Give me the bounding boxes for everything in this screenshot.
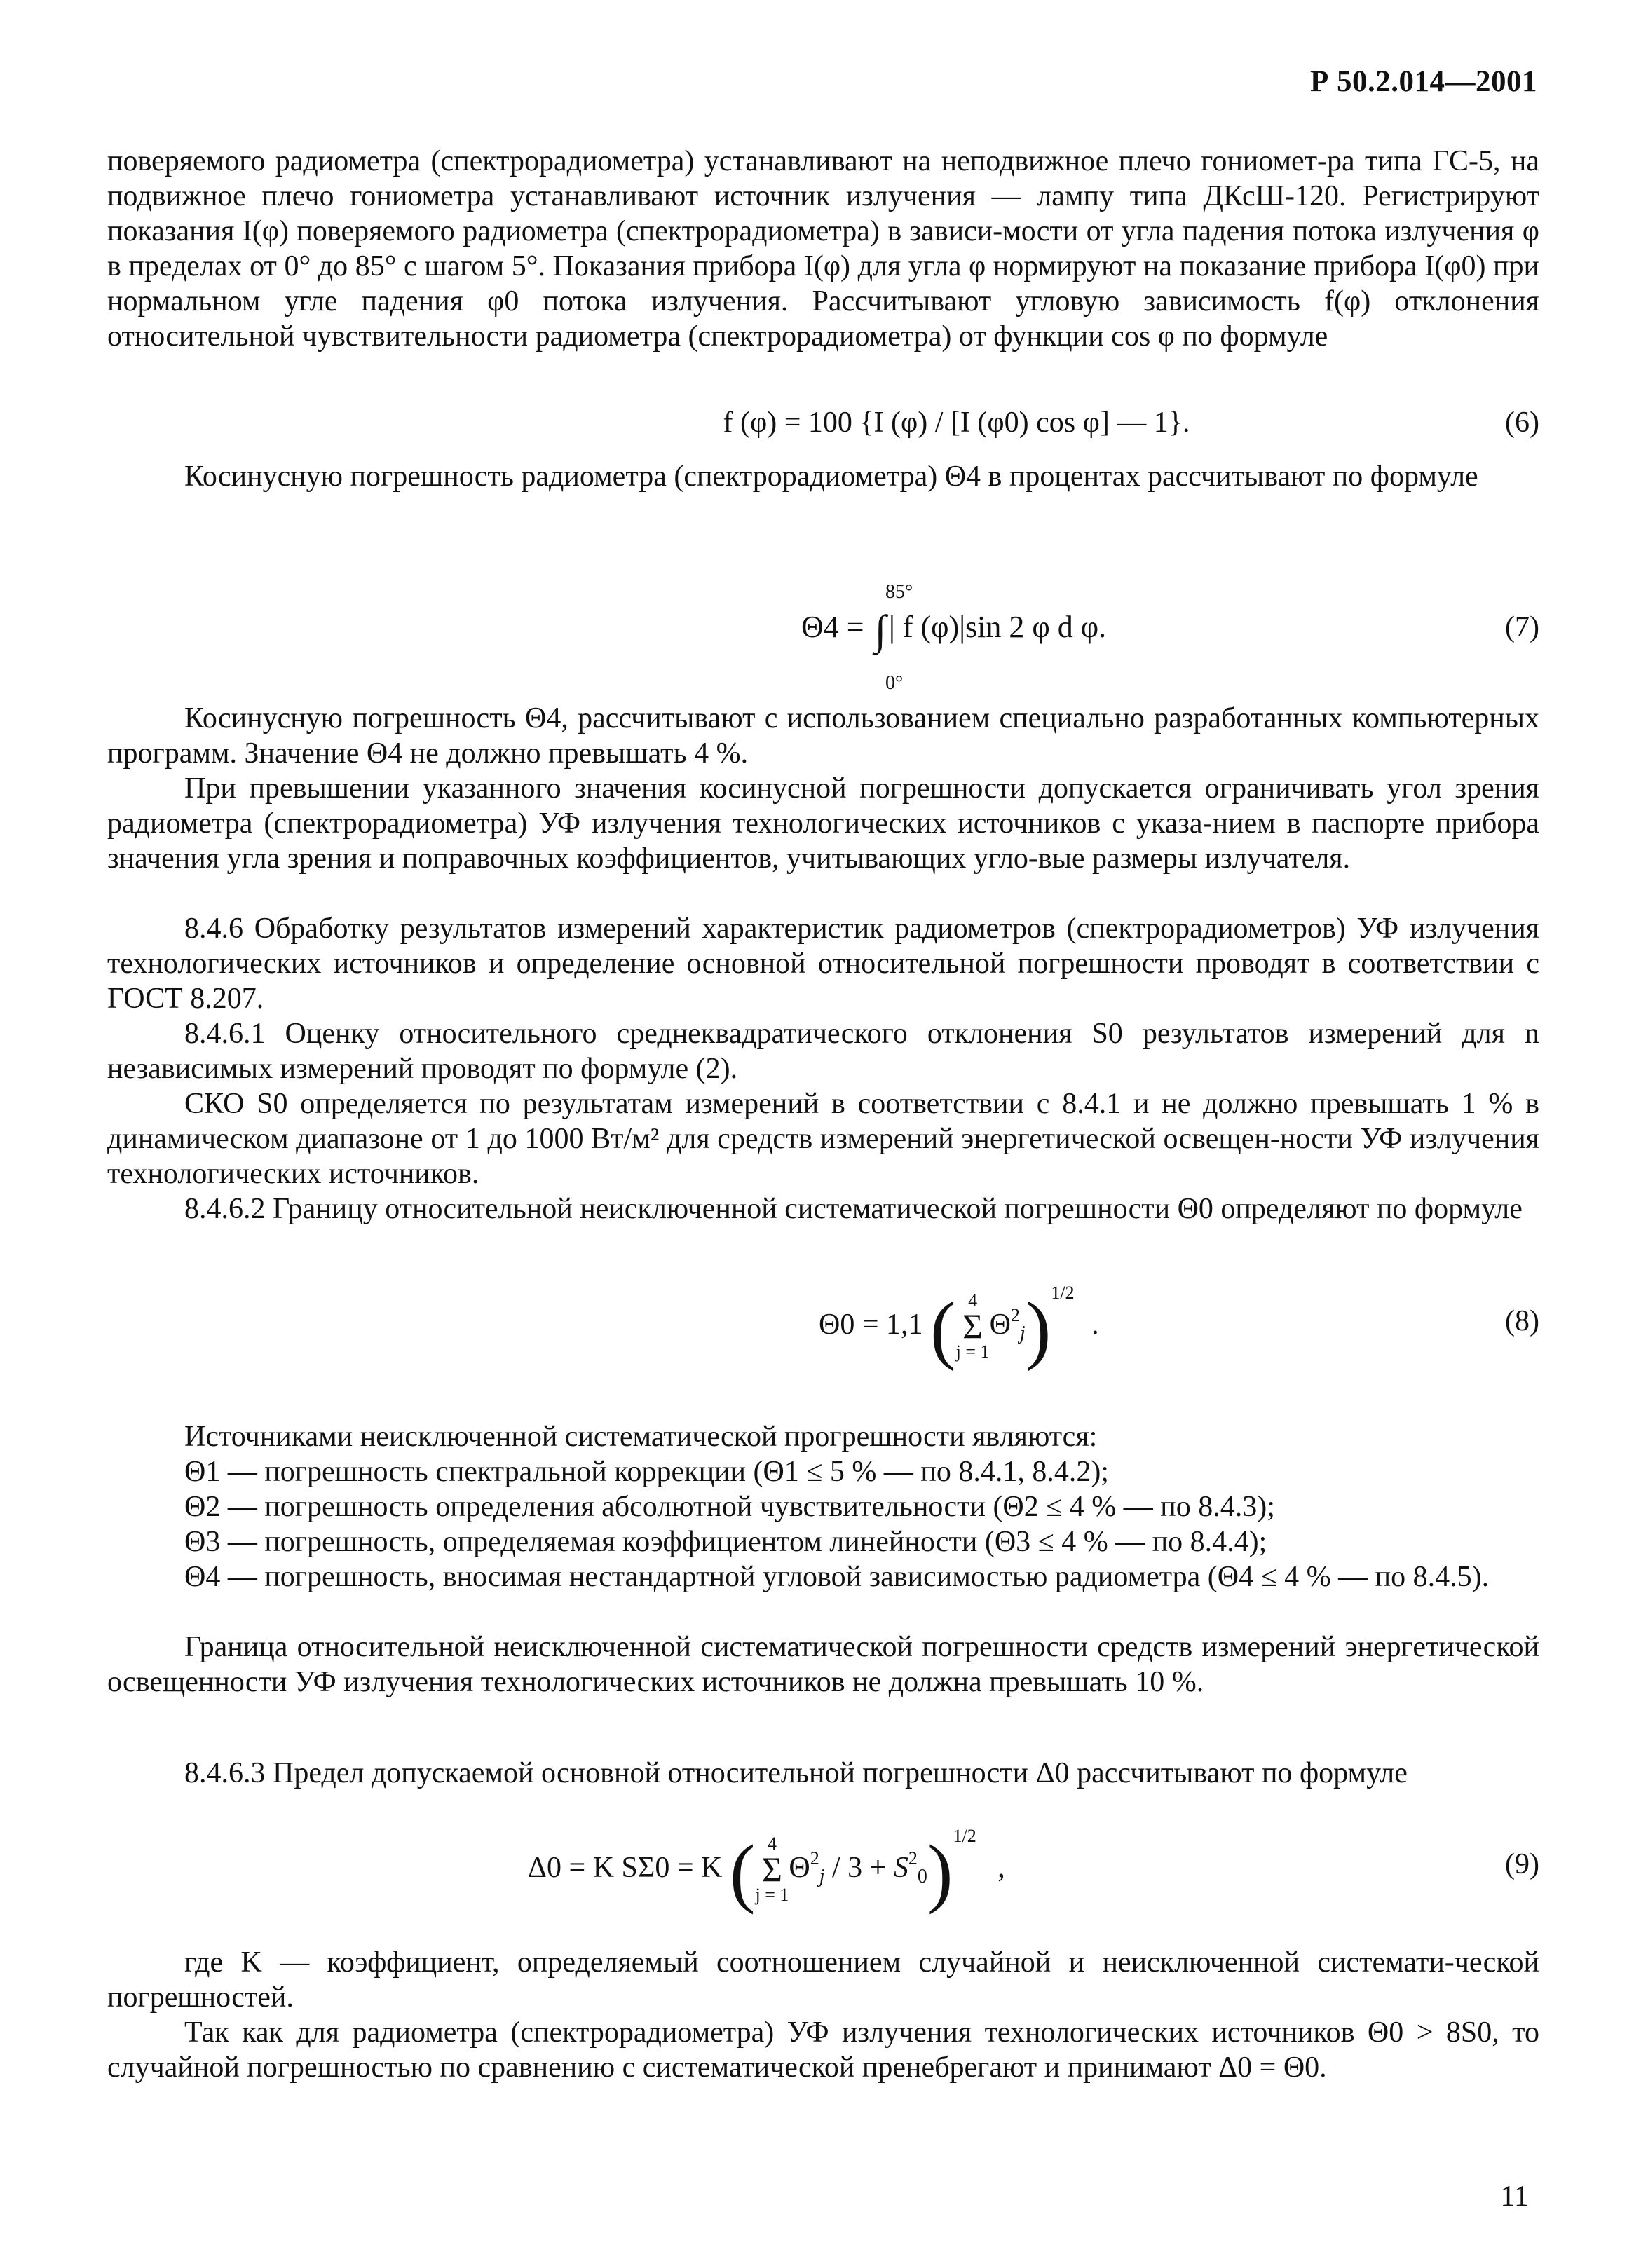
paragraph-text: Источниками неисключенной систематической прогрешности являются: [184, 1421, 1098, 1453]
paragraph-8-4-6-2 [107, 1191, 1539, 1227]
paren-close: ) [927, 1829, 953, 1915]
paragraph-text: Граница относительной неисключенной систематической погрешности средств измерений энергетической освещенности УФ излучения технологических источников не должна превышать 10 %. [107, 1631, 1539, 1698]
sum-operator [956, 1292, 990, 1362]
formula-8 [107, 1262, 1539, 1402]
period: . [1091, 1309, 1099, 1341]
formula-8-lhs: Θ0 = 1,1 [819, 1309, 923, 1341]
paren-open: ( [729, 1829, 756, 1915]
formula-7 [107, 575, 1539, 708]
formula-6-number: (6) [1505, 407, 1539, 439]
formula-8-expression [819, 1276, 1099, 1372]
integral-sign: ∫ [874, 607, 887, 653]
formula-7-number: (7) [1505, 611, 1539, 643]
paragraph-coefficient-k [107, 1945, 1539, 2015]
paragraph-text: 8.4.6 Обработку результатов измерений характеристик радиометров (спектрорадиометров) УФ излучения технологических источников и определение основной относительной погрешности проводят в соответствии с ГОСТ 8.207. [107, 913, 1539, 1015]
paragraph-text: Так как для радиометра (спектрорадиометра) УФ излучения технологических источников Θ0 > 8S0, то случайной погрешностью по сравнению с систематической пренебрегают и принимают Δ0 = Θ0. [107, 2016, 1539, 2084]
formula-7-lhs: Θ4 = [801, 610, 864, 644]
formula-6-expression: f (φ) = 100 {I (φ) / [I (φ0) cos φ] — 1}. [723, 407, 1190, 439]
exponent-two: 2 [1010, 1305, 1020, 1325]
list-item: Θ3 — погрешность, определяемая коэффициентом линейности (Θ3 ≤ 4 % — по 8.4.4); [184, 1526, 1267, 1558]
formula-6 [107, 405, 1539, 454]
formula-9-exponent: 1/2 [953, 1826, 976, 1846]
formula-9 [107, 1805, 1539, 1945]
paragraph-goniometer [107, 144, 1539, 354]
error-sources-list [107, 1454, 1539, 1594]
list-item: Θ4 — погрешность, вносимая нестандартной угловой зависимостью радиометра (Θ4 ≤ 4 % — по 8.4.5). [184, 1561, 1490, 1593]
formula-9-number: (9) [1505, 1848, 1539, 1880]
paren-open: ( [930, 1286, 956, 1372]
paragraph-cosine-computation [107, 701, 1539, 771]
paragraph-text: При превышении указанного значения косинусной погрешности допускается ограничивать угол зрения радиометра (спектрорадиометра) УФ излучения технологических источников с указа-нием в паспорте прибора значения угла зрения и поправочных коэффициентов, учитывающих угло-вые размеры излучателя. [107, 772, 1539, 875]
formula-8-exponent: 1/2 [1051, 1283, 1075, 1303]
comma: , [997, 1852, 1005, 1884]
sum-lower-limit: j = 1 [955, 1341, 990, 1362]
integral-upper-limit: 85° [885, 581, 913, 603]
paragraph-cosine-error [107, 459, 1539, 494]
sigma-symbol: Σ [962, 1306, 983, 1346]
paragraph-limit-10 [107, 1630, 1539, 1700]
formula-7-body: | f (φ)|sin 2 φ d φ. [889, 610, 1107, 644]
document-code: Р 50.2.014—2001 [1309, 65, 1537, 98]
integral-lower-limit: 0° [885, 672, 904, 694]
paragraph-view-angle [107, 771, 1539, 876]
sigma-symbol: Σ [761, 1850, 782, 1890]
formula-8-number: (8) [1505, 1305, 1539, 1337]
sum-term: $\Theta^2_j / 3 + S^2_0$ [789, 1848, 927, 1887]
list-item: Θ1 — погрешность спектральной коррекции (Θ1 ≤ 5 % — по 8.4.1, 8.4.2); [184, 1456, 1109, 1488]
paragraph-text: Косинусную погрешность радиометра (спектрорадиометра) Θ4 в процентах рассчитывают по формуле [184, 460, 1478, 493]
formula-7-expression [801, 607, 1107, 653]
paragraph-conclusion [107, 2015, 1539, 2085]
sum-upper-limit: 4 [968, 1290, 978, 1311]
sum-operator [756, 1835, 789, 1905]
paragraph-text: где K — коэффициент, определяемый соотношением случайной и неисключенной системати-ческой погрешностей. [107, 1946, 1539, 2014]
paragraph-8-4-6 [107, 911, 1539, 1016]
paren-close: ) [1025, 1286, 1051, 1372]
formula-9-expression [528, 1819, 1005, 1915]
page-number: 11 [1500, 2180, 1529, 2213]
paragraph-8-4-6-1 [107, 1016, 1539, 1086]
paragraph-text: поверяемого радиометра (спектрорадиометра) устанавливают на неподвижное плечо гониомет-ра типа ГС-5, на подвижное плечо гониометра устанавливают источник излучения — лампу типа ДКсШ-120. Регистрируют показания I(φ) поверяемого радиометра (спектрорадиометра) в зависи-мости от угла падения потока излучения φ в пределах от 0° до 85° с шагом 5°. Показания прибора I(φ) для угла φ нормируют на показание прибора I(φ0) при нормальном угле падения φ0 потока излучения. Рассчитывают угловую зависимость f(φ) отклонения относительной чувствительности радиометра (спектрорадиометра) от функции cos φ по формуле [107, 145, 1539, 353]
list-item: Θ2 — погрешность определения абсолютной чувствительности (Θ2 ≤ 4 % — по 8.4.3); [184, 1491, 1275, 1523]
paragraph-8-4-6-3 [107, 1756, 1539, 1791]
theta-symbol: Θ [989, 1309, 1011, 1341]
paragraph-text: 8.4.6.2 Границу относительной неисключенной систематической погрешности Θ0 определяют по формуле [184, 1193, 1523, 1225]
formula-9-lhs: Δ0 = K SΣ0 = K [528, 1852, 723, 1884]
paragraph-text: 8.4.6.1 Оценку относительного среднеквадратического отклонения S0 результатов измерений для n независимых измерений проводят по формуле (2). [107, 1018, 1539, 1085]
sum-term [989, 1305, 1026, 1344]
paragraph-sko [107, 1086, 1539, 1191]
paragraph-text: СКО S0 определяется по результатам измерений в соответствии с 8.4.1 и не должно превышать 1 % в динамическом диапазоне от 1 до 1000 Вт/м² для средств измерений энергетической освещен-ности УФ излучения технологических источников. [107, 1088, 1539, 1190]
paragraph-text: 8.4.6.3 Предел допускаемой основной относительной погрешности Δ0 рассчитывают по формуле [184, 1757, 1408, 1789]
paragraph-text: Косинусную погрешность Θ4, рассчитывают с использованием специально разработанных компьютерных программ. Значение Θ4 не должно превышать 4 %. [107, 702, 1539, 770]
sum-lower-limit: j = 1 [755, 1885, 789, 1906]
index-j: j [1019, 1323, 1026, 1344]
paragraph-sources [107, 1419, 1539, 1454]
sum-upper-limit: 4 [767, 1833, 777, 1854]
